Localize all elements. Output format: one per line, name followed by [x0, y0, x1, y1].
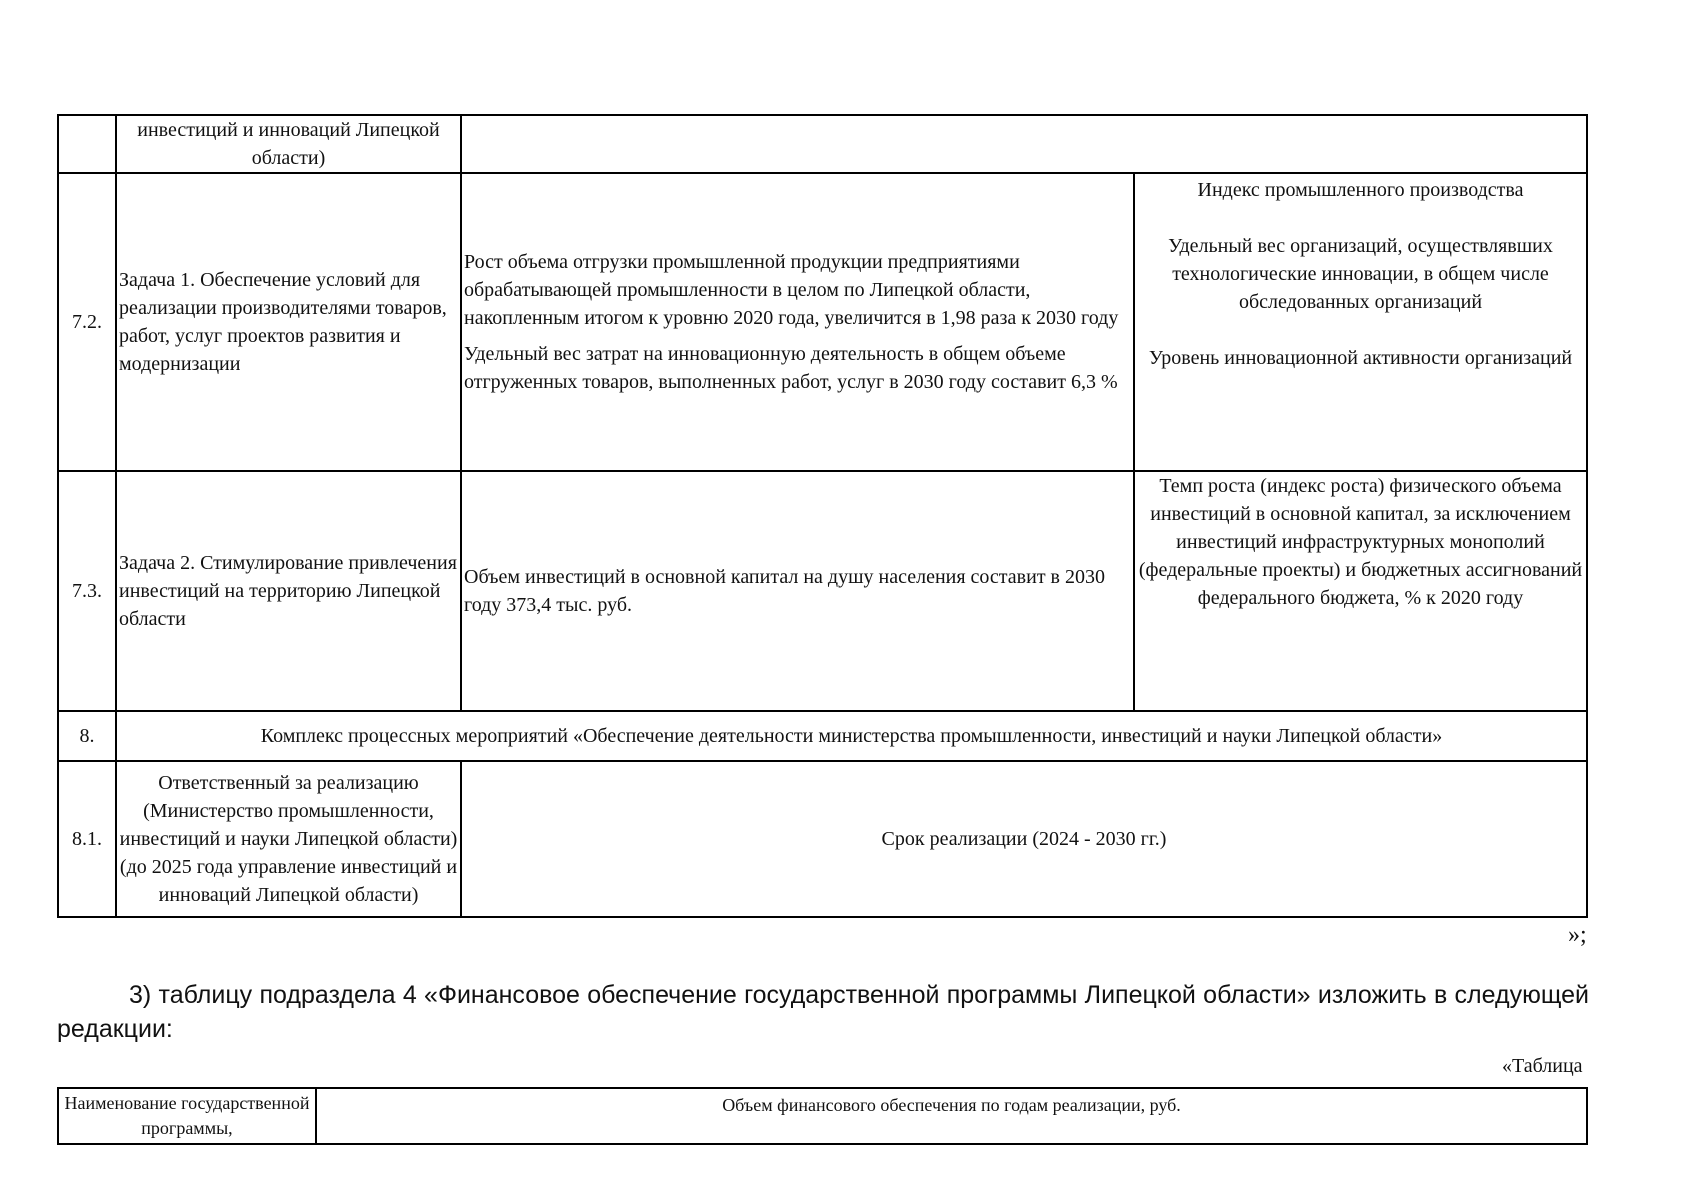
- table-row: [58, 711, 1587, 761]
- financing-volume-header: Объем финансового обеспечения по годам реализации, руб.: [316, 1088, 1587, 1144]
- result-text: Удельный вес затрат на инновационную деятельность в общем объеме отгруженных товаров, выполненных работ, услуг в 2030 году составит 6,3 %: [464, 343, 1118, 393]
- indicator-text: Удельный вес организаций, осуществлявших технологические инновации, в общем числе обследованных организаций: [1168, 235, 1553, 313]
- responsible-cell: инвестиций и инноваций Липецкой области): [116, 115, 461, 173]
- results-cell: [461, 173, 1134, 471]
- row-number: 7.2.: [58, 173, 116, 471]
- indicator-text: Индекс промышленного производства: [1197, 179, 1524, 201]
- body-paragraph: 3) таблицу подраздела 4 «Финансовое обеспечение государственной программы Липецкой области» изложить в следующей редакции:: [57, 981, 1589, 1043]
- result-text: Рост объема отгрузки промышленной продукции предприятиями обрабатывающей промышленности в целом по Липецкой области, накопленным итогом к уровню 2020 года, увеличится в 1,98 раза к 2030 году: [464, 251, 1119, 329]
- table-row: [58, 173, 1587, 471]
- process-complex-title: Комплекс процессных мероприятий «Обеспечение деятельности министерства промышленности, инвестиций и науки Липецкой области»: [116, 711, 1587, 761]
- table-row: [58, 471, 1587, 711]
- row-number: 7.3.: [58, 471, 116, 711]
- results-cell: Объем инвестиций в основной капитал на душу населения составит в 2030 году 373,4 тыс. руб.: [461, 471, 1134, 711]
- program-name-header: Наименование государственной программы,: [58, 1088, 316, 1144]
- table-row: [58, 761, 1587, 917]
- row-number: 8.1.: [58, 761, 116, 917]
- row-number: [58, 115, 116, 173]
- task-cell: Задача 1. Обеспечение условий для реализации производителями товаров, работ, услуг проектов развития и модернизации: [116, 173, 461, 471]
- implementation-period: Срок реализации (2024 - 2030 гг.): [461, 761, 1587, 917]
- indicator-text: Уровень инновационной активности организаций: [1148, 347, 1573, 369]
- closing-quote: »;: [1568, 922, 1587, 948]
- task-cell: Задача 2. Стимулирование привлечения инвестиций на территорию Липецкой области: [116, 471, 461, 711]
- table-row: [58, 115, 1587, 173]
- financing-table: [57, 1087, 1588, 1145]
- indicators-cell: Темп роста (индекс роста) физического объема инвестиций в основной капитал, за исключением инвестиций инфраструктурных монополий (федеральные проекты) и бюджетных ассигнований федерального бюджета, % к 2020 году: [1134, 471, 1587, 711]
- indicators-cell: [1134, 173, 1587, 471]
- row-number: 8.: [58, 711, 116, 761]
- table-caption: «Таблица: [1502, 1055, 1583, 1077]
- goals-table: [57, 114, 1588, 918]
- table-header-row: [58, 1088, 1587, 1144]
- empty-cell: [461, 115, 1587, 173]
- responsible-cell: Ответственный за реализацию (Министерство промышленности, инвестиций и науки Липецкой области) (до 2025 года управление инвестиций и инноваций Липецкой области): [116, 761, 461, 917]
